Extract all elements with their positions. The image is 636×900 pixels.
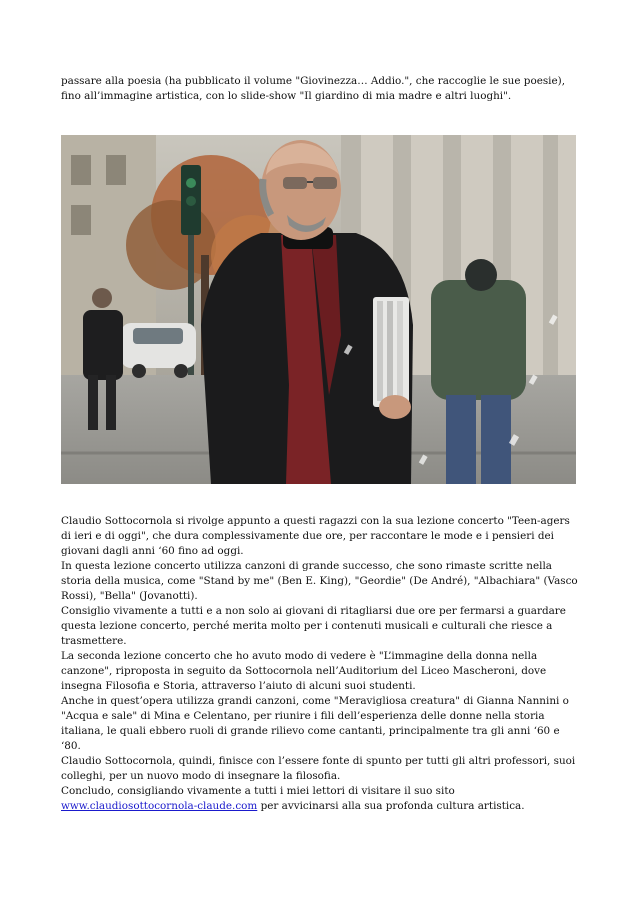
portrait-photo-illustration [61, 135, 576, 484]
website-link[interactable]: www.claudiosottocornola-claude.com [61, 800, 258, 812]
conclusion-lead: Concludo, consigliando vivamente a tutti i miei lettori di visitare il suo sito [61, 785, 455, 797]
paragraph-songs: In questa lezione concerto utilizza canzoni di grande successo, che sono rimaste scritte nella storia della musica, come "Stand by me" (Ben E. King), "Geordie" (De André), "Albachiara" (Vasco Rossi), "Bella" (Jovanotti). [61, 560, 578, 602]
paragraph-teenagers: Claudio Sottocornola si rivolge appunto a questi ragazzi con la sua lezione concerto "Teen-agers di ieri e di oggi", che dura complessivamente due ore, per raccontare le mode e i pensieri dei giovani dagli anni ‘60 fino ad oggi. [61, 515, 570, 557]
intro-paragraph: passare alla poesia (ha pubblicato il volume "Giovinezza… Addio.", che raccoglie le sue poesie), fino all’immagine artistica, con lo slide-show "Il giardino di mia madre e altri luoghi". [61, 75, 566, 102]
paragraph-philosophy: Claudio Sottocornola, quindi, finisce con l’essere fonte di spunto per tutti gli altri professori, suoi colleghi, per un nuovo modo di insegnare la filosofia. [61, 755, 576, 782]
paragraph-second-lecture: La seconda lezione concerto che ho avuto modo di vedere è "L’immagine della donna nella canzone", riproposta in seguito da Sottocornola nell’Auditorium del Liceo Mascheroni, dove insegna Filosofia e Storia, attraverso l’aiuto di alcuni suoi studenti. [61, 650, 547, 692]
portrait-photo [61, 135, 576, 484]
conclusion-tail: per avvicinarsi alla sua profonda cultura artistica. [257, 800, 525, 812]
article-body [61, 514, 581, 814]
paragraph-conclusion [61, 784, 581, 814]
paragraph-recommendation: Consiglio vivamente a tutti e a non solo ai giovani di ritagliarsi due ore per fermarsi a guardare questa lezione concerto, perché merita molto per i contenuti musicali e culturali che riesce a trasmettere. [61, 605, 566, 647]
paragraph-women-songs: Anche in quest’opera utilizza grandi canzoni, come "Meravigliosa creatura" di Gianna Nannini o "Acqua e sale" di Mina e Celentano, per riunire i fili dell’esperienza delle donne nella storia italiana, le quali ebbero ruoli di grande rilievo come cantanti, principalmente tra gli anni ‘60 e ‘80. [61, 695, 569, 752]
